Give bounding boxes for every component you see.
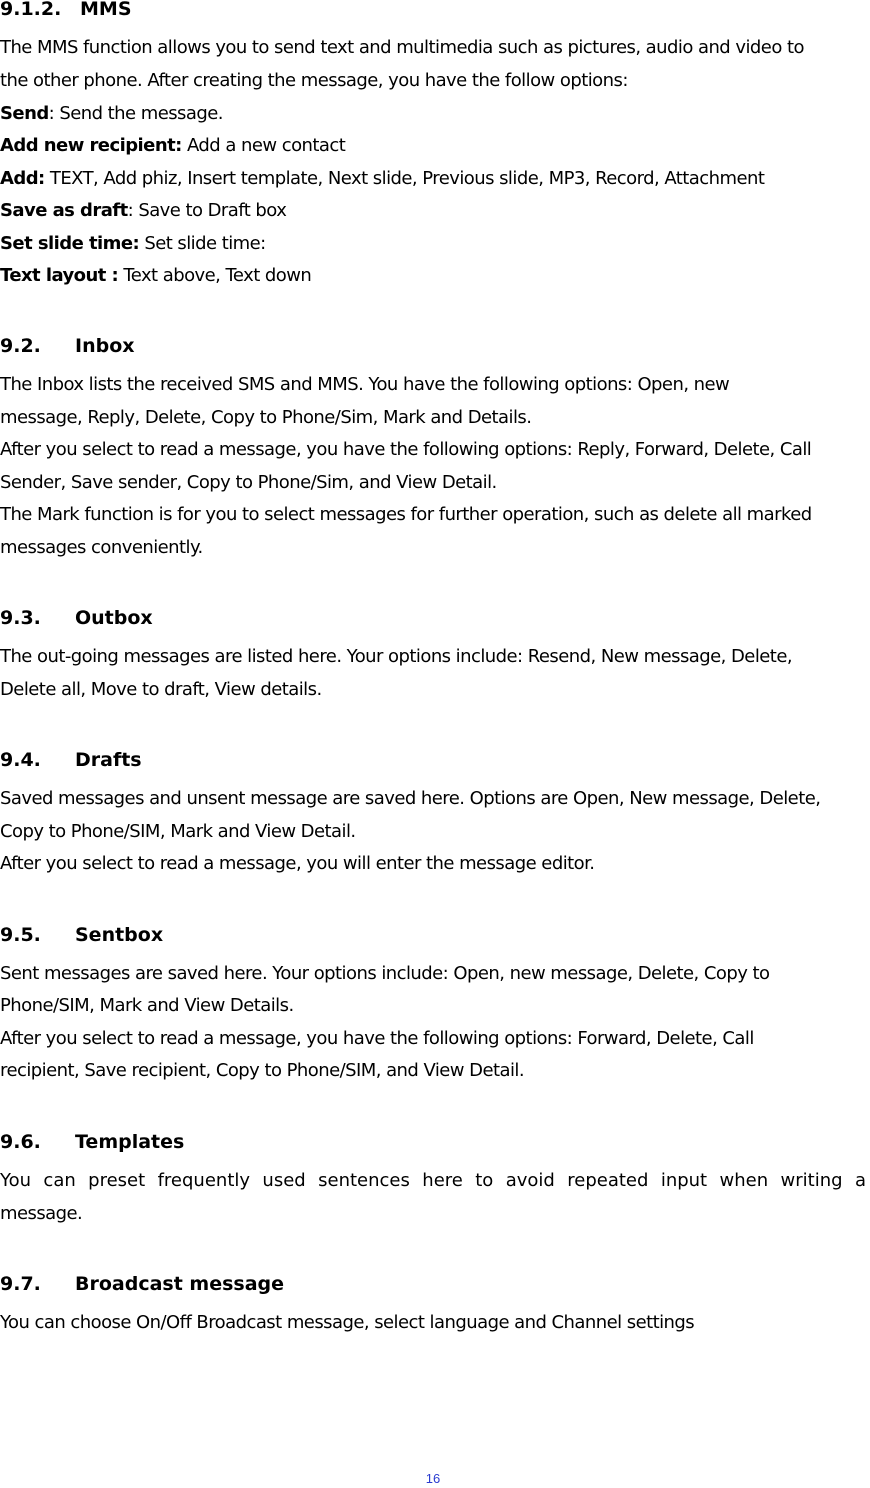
section-heading-inbox <box>0 333 135 359</box>
section-title: Sentbox <box>75 924 164 946</box>
paragraph-line: Copy to Phone/SIM, Mark and View Detail. <box>0 821 356 842</box>
paragraph-line: The MMS function allows you to send text and multimedia such as pictures, audio and video to <box>0 37 804 58</box>
section-number: 9.3. <box>0 607 41 629</box>
section-title: Templates <box>75 1131 185 1153</box>
option-text: : Send the message. <box>48 103 223 124</box>
paragraph-line: recipient, Save recipient, Copy to Phone/SIM, and View Detail. <box>0 1060 525 1081</box>
option-label: Add new recipient: <box>0 135 182 156</box>
option-label: Set slide time: <box>0 233 140 254</box>
paragraph-line: After you select to read a message, you will enter the message editor. <box>0 853 595 874</box>
section-number: 9.1.2. <box>0 0 62 20</box>
option-text: Set slide time: <box>139 233 266 254</box>
paragraph-line: the other phone. After creating the message, you have the follow options: <box>0 70 628 91</box>
paragraph-line: Saved messages and unsent message are saved here. Options are Open, New message, Delete, <box>0 788 821 809</box>
paragraph-line: You can choose On/Off Broadcast message, select language and Channel settings <box>0 1312 695 1333</box>
paragraph-line: After you select to read a message, you have the following options: Forward, Delete, Call <box>0 1028 754 1049</box>
option-label: Add: <box>0 168 45 189</box>
paragraph-line: message. <box>0 1203 83 1224</box>
paragraph-line: After you select to read a message, you have the following options: Reply, Forward, Delete, Call <box>0 439 812 460</box>
section-number: 9.6. <box>0 1131 41 1153</box>
section-number: 9.7. <box>0 1273 41 1295</box>
paragraph-line: You can preset frequently used sentences here to avoid repeated input when writing a <box>0 1170 866 1191</box>
option-text: TEXT, Add phiz, Insert template, Next slide, Previous slide, MP3, Record, Attachment <box>44 168 765 189</box>
paragraph-line: Phone/SIM, Mark and View Details. <box>0 995 294 1016</box>
paragraph-line: The Mark function is for you to select messages for further operation, such as delete all marked <box>0 504 812 525</box>
option-add <box>0 167 764 191</box>
option-label: Send <box>0 103 49 124</box>
option-set-slide-time <box>0 232 266 256</box>
section-heading-templates <box>0 1129 184 1155</box>
section-number: 9.2. <box>0 335 41 357</box>
paragraph-line: The out-going messages are listed here. Your options include: Resend, New message, Delete, <box>0 646 793 667</box>
paragraph-line: Sent messages are saved here. Your options include: Open, new message, Delete, Copy to <box>0 963 770 984</box>
paragraph-line: The Inbox lists the received SMS and MMS. You have the following options: Open, new <box>0 374 730 395</box>
paragraph-line: messages conveniently. <box>0 537 203 558</box>
page-number: 16 <box>425 1471 441 1486</box>
option-add-new-recipient <box>0 134 345 158</box>
option-text: Add a new contact <box>181 135 346 156</box>
option-label: Save as draft <box>0 200 128 221</box>
option-text: Text above, Text down <box>118 265 312 286</box>
option-save-as-draft <box>0 199 286 223</box>
section-heading-sentbox <box>0 922 163 948</box>
section-number: 9.4. <box>0 749 41 771</box>
section-heading-drafts <box>0 747 142 773</box>
section-title: Drafts <box>75 749 142 771</box>
option-label: Text layout : <box>0 265 119 286</box>
paragraph-line: Delete all, Move to draft, View details. <box>0 679 322 700</box>
paragraph-line: message, Reply, Delete, Copy to Phone/Sim, Mark and Details. <box>0 407 532 428</box>
paragraph-line: Sender, Save sender, Copy to Phone/Sim, and View Detail. <box>0 472 497 493</box>
option-text: : Save to Draft box <box>127 200 287 221</box>
section-heading-broadcast-message <box>0 1271 284 1297</box>
section-heading-mms <box>0 0 132 22</box>
option-text-layout <box>0 264 311 288</box>
section-heading-outbox <box>0 605 153 631</box>
option-send <box>0 102 223 126</box>
section-number: 9.5. <box>0 924 41 946</box>
section-title: MMS <box>80 0 132 20</box>
section-title: Inbox <box>75 335 135 357</box>
section-title: Broadcast message <box>75 1273 285 1295</box>
section-title: Outbox <box>75 607 153 629</box>
